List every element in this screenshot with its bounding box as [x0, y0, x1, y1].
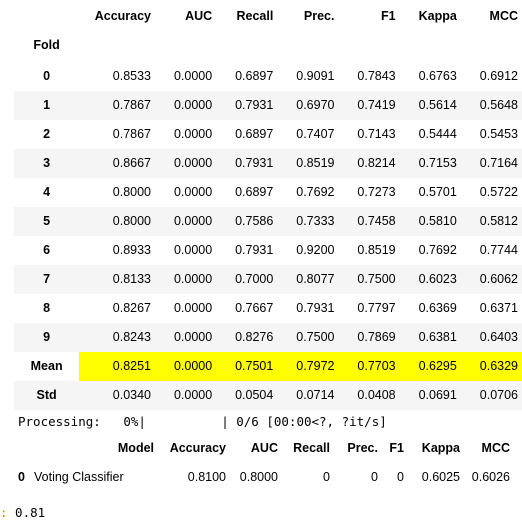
metrics-index-header-row — [14, 29, 522, 62]
metrics-row — [14, 178, 522, 207]
metric-cell-accuracy: 0.8000 — [79, 207, 155, 236]
col-header-f1: F1 — [381, 9, 396, 23]
final-output — [0, 505, 45, 520]
metric-cell-recall: 0.8276 — [216, 323, 277, 352]
metrics-row — [14, 265, 522, 294]
output-prefix: : — [0, 505, 8, 520]
result-col-header-precision: Prec. — [347, 441, 378, 455]
row-label: Mean — [14, 352, 79, 381]
metric-cell-mcc: 0.6912 — [479, 69, 518, 83]
result-cell-auc: 0.8000 — [239, 470, 278, 484]
metric-cell-mcc: 0.5722 — [479, 185, 518, 199]
metrics-row — [14, 91, 522, 120]
metric-cell-precision: 0.8077 — [277, 265, 338, 294]
metric-cell-accuracy: 0.8243 — [79, 323, 155, 352]
metric-cell-mcc: 0.6371 — [479, 301, 518, 315]
metric-cell-auc: 0.0000 — [155, 149, 216, 178]
metric-cell-auc: 0.0000 — [155, 381, 216, 410]
result-col-header-auc: AUC — [250, 441, 278, 455]
metric-cell-mcc: 0.0706 — [461, 381, 522, 410]
metric-cell-f1: 0.7797 — [357, 301, 396, 315]
metric-cell-f1: 0.7419 — [338, 91, 399, 120]
metric-cell-precision: 0.7931 — [296, 301, 335, 315]
metric-cell-kappa: 0.5810 — [400, 207, 461, 236]
metric-cell-precision: 0.7407 — [296, 127, 335, 141]
cv-metrics-table — [14, 4, 522, 410]
row-label: 0 — [43, 69, 51, 83]
result-col-header-recall: Recall — [293, 441, 330, 455]
row-label: 3 — [14, 149, 79, 178]
metric-cell-precision: 0.7500 — [277, 323, 338, 352]
col-header-mcc: MCC — [489, 9, 518, 23]
metric-cell-precision: 0.0714 — [277, 381, 338, 410]
metric-cell-accuracy: 0.8933 — [112, 243, 152, 257]
metrics-header-blank — [14, 4, 79, 29]
metric-cell-f1: 0.8519 — [357, 243, 396, 257]
metric-cell-accuracy: 0.8133 — [79, 265, 155, 294]
metric-cell-recall: 0.7931 — [216, 149, 277, 178]
metric-cell-mcc: 0.7744 — [479, 243, 518, 257]
metric-cell-auc: 0.0000 — [173, 301, 213, 315]
metric-cell-recall: 0.7931 — [216, 91, 277, 120]
metric-cell-auc: 0.0000 — [173, 69, 213, 83]
result-row-index: 0 — [18, 470, 25, 484]
row-label: 2 — [43, 127, 51, 141]
metric-cell-recall: 0.7586 — [216, 207, 277, 236]
col-header-kappa: Kappa — [418, 9, 457, 23]
metric-cell-accuracy: 0.8533 — [112, 69, 152, 83]
row-label: Std — [14, 381, 79, 410]
metric-cell-auc: 0.0000 — [173, 127, 213, 141]
metric-cell-kappa: 0.6023 — [400, 265, 461, 294]
result-cell-recall: 0 — [323, 470, 330, 484]
metric-cell-mcc: 0.6062 — [461, 265, 522, 294]
result-cell-f1: 0 — [397, 470, 404, 484]
metric-cell-mcc: 0.5648 — [461, 91, 522, 120]
metrics-header-row — [14, 4, 522, 29]
metric-cell-f1: 0.7500 — [338, 265, 399, 294]
result-col-header-kappa: Kappa — [421, 441, 460, 455]
result-cell-kappa: 0.6025 — [421, 470, 460, 484]
metrics-row — [14, 236, 522, 265]
col-header-precision: Prec. — [303, 9, 335, 23]
result-header-blank — [14, 436, 30, 460]
result-col-header-mcc: MCC — [481, 441, 510, 455]
metric-cell-accuracy: 0.8000 — [112, 185, 152, 199]
metric-cell-f1: 0.7869 — [338, 323, 399, 352]
metric-cell-precision: 0.7333 — [277, 207, 338, 236]
result-cell-accuracy: 0.8100 — [187, 470, 226, 484]
metric-cell-auc: 0.0000 — [173, 185, 213, 199]
metric-cell-kappa: 0.5701 — [418, 185, 457, 199]
metrics-row — [14, 149, 522, 178]
metric-cell-kappa: 0.5444 — [418, 127, 457, 141]
metric-cell-mcc: 0.7164 — [461, 149, 522, 178]
metrics-row — [14, 207, 522, 236]
metric-cell-accuracy: 0.0340 — [79, 381, 155, 410]
metric-cell-auc: 0.0000 — [155, 265, 216, 294]
col-header-recall: Recall — [236, 9, 274, 23]
metric-cell-precision: 0.7972 — [277, 352, 338, 381]
metrics-row — [14, 323, 522, 352]
metric-cell-f1: 0.7273 — [357, 185, 396, 199]
metrics-row — [14, 62, 522, 91]
metric-cell-kappa: 0.6369 — [418, 301, 457, 315]
metric-cell-f1: 0.0408 — [338, 381, 399, 410]
output-value: 0.81 — [7, 505, 46, 520]
row-label: 4 — [43, 185, 51, 199]
result-row — [14, 460, 514, 494]
metrics-row — [14, 120, 522, 149]
metrics-row — [14, 294, 522, 323]
result-col-header-f1: F1 — [389, 441, 404, 455]
metric-cell-auc: 0.0000 — [155, 323, 216, 352]
metric-cell-accuracy: 0.7867 — [79, 91, 155, 120]
metric-cell-recall: 0.6897 — [235, 185, 274, 199]
metric-cell-mcc: 0.5812 — [461, 207, 522, 236]
metric-cell-kappa: 0.6295 — [400, 352, 461, 381]
result-header-row — [14, 436, 514, 460]
metric-cell-kappa: 0.0691 — [400, 381, 461, 410]
metrics-row — [14, 352, 522, 381]
col-header-auc: AUC — [185, 9, 213, 23]
metric-cell-kappa: 0.6381 — [400, 323, 461, 352]
metric-cell-accuracy: 0.7867 — [112, 127, 152, 141]
metric-cell-kappa: 0.5614 — [400, 91, 461, 120]
metric-cell-recall: 0.6897 — [235, 127, 274, 141]
metric-cell-precision: 0.9091 — [296, 69, 335, 83]
metric-cell-precision: 0.8519 — [277, 149, 338, 178]
metric-cell-f1: 0.7843 — [357, 69, 396, 83]
result-cell-model: Voting Classifier — [34, 470, 124, 484]
metric-cell-f1: 0.7143 — [357, 127, 396, 141]
row-label: 8 — [43, 301, 51, 315]
col-header-accuracy: Accuracy — [94, 9, 152, 23]
metric-cell-accuracy: 0.8667 — [79, 149, 155, 178]
metric-cell-mcc: 0.5453 — [479, 127, 518, 141]
metric-cell-recall: 0.6897 — [235, 69, 274, 83]
metric-cell-kappa: 0.7153 — [400, 149, 461, 178]
row-label: 9 — [14, 323, 79, 352]
result-cell-precision: 0 — [371, 470, 378, 484]
metric-cell-auc: 0.0000 — [155, 352, 216, 381]
metric-cell-recall: 0.7000 — [216, 265, 277, 294]
index-header-fold: Fold — [33, 38, 60, 52]
metric-cell-kappa: 0.7692 — [418, 243, 457, 257]
metric-cell-recall: 0.7667 — [235, 301, 274, 315]
metric-cell-f1: 0.7703 — [338, 352, 399, 381]
metric-cell-recall: 0.7501 — [216, 352, 277, 381]
result-cell-mcc: 0.6026 — [471, 470, 510, 484]
row-label: 7 — [14, 265, 79, 294]
metric-cell-mcc: 0.6329 — [461, 352, 522, 381]
metric-cell-accuracy: 0.8251 — [79, 352, 155, 381]
row-label: 5 — [14, 207, 79, 236]
result-table — [14, 436, 514, 494]
metric-cell-precision: 0.6970 — [277, 91, 338, 120]
metric-cell-recall: 0.7931 — [235, 243, 274, 257]
metric-cell-f1: 0.8214 — [338, 149, 399, 178]
progress-bar-text: Processing: 0%| | 0/6 [00:00<?, ?it/s] — [18, 414, 387, 429]
metric-cell-auc: 0.0000 — [173, 243, 213, 257]
metric-cell-auc: 0.0000 — [155, 207, 216, 236]
metric-cell-f1: 0.7458 — [338, 207, 399, 236]
metric-cell-auc: 0.0000 — [155, 91, 216, 120]
metric-cell-accuracy: 0.8267 — [112, 301, 152, 315]
result-col-header-model: Model — [117, 441, 154, 455]
metric-cell-precision: 0.7692 — [296, 185, 335, 199]
metrics-row — [14, 381, 522, 410]
metric-cell-recall: 0.0504 — [216, 381, 277, 410]
metric-cell-mcc: 0.6403 — [461, 323, 522, 352]
row-label: 6 — [43, 243, 51, 257]
metric-cell-kappa: 0.6763 — [418, 69, 457, 83]
result-col-header-accuracy: Accuracy — [169, 441, 226, 455]
metric-cell-precision: 0.9200 — [296, 243, 335, 257]
row-label: 1 — [14, 91, 79, 120]
metrics-body — [14, 62, 522, 410]
